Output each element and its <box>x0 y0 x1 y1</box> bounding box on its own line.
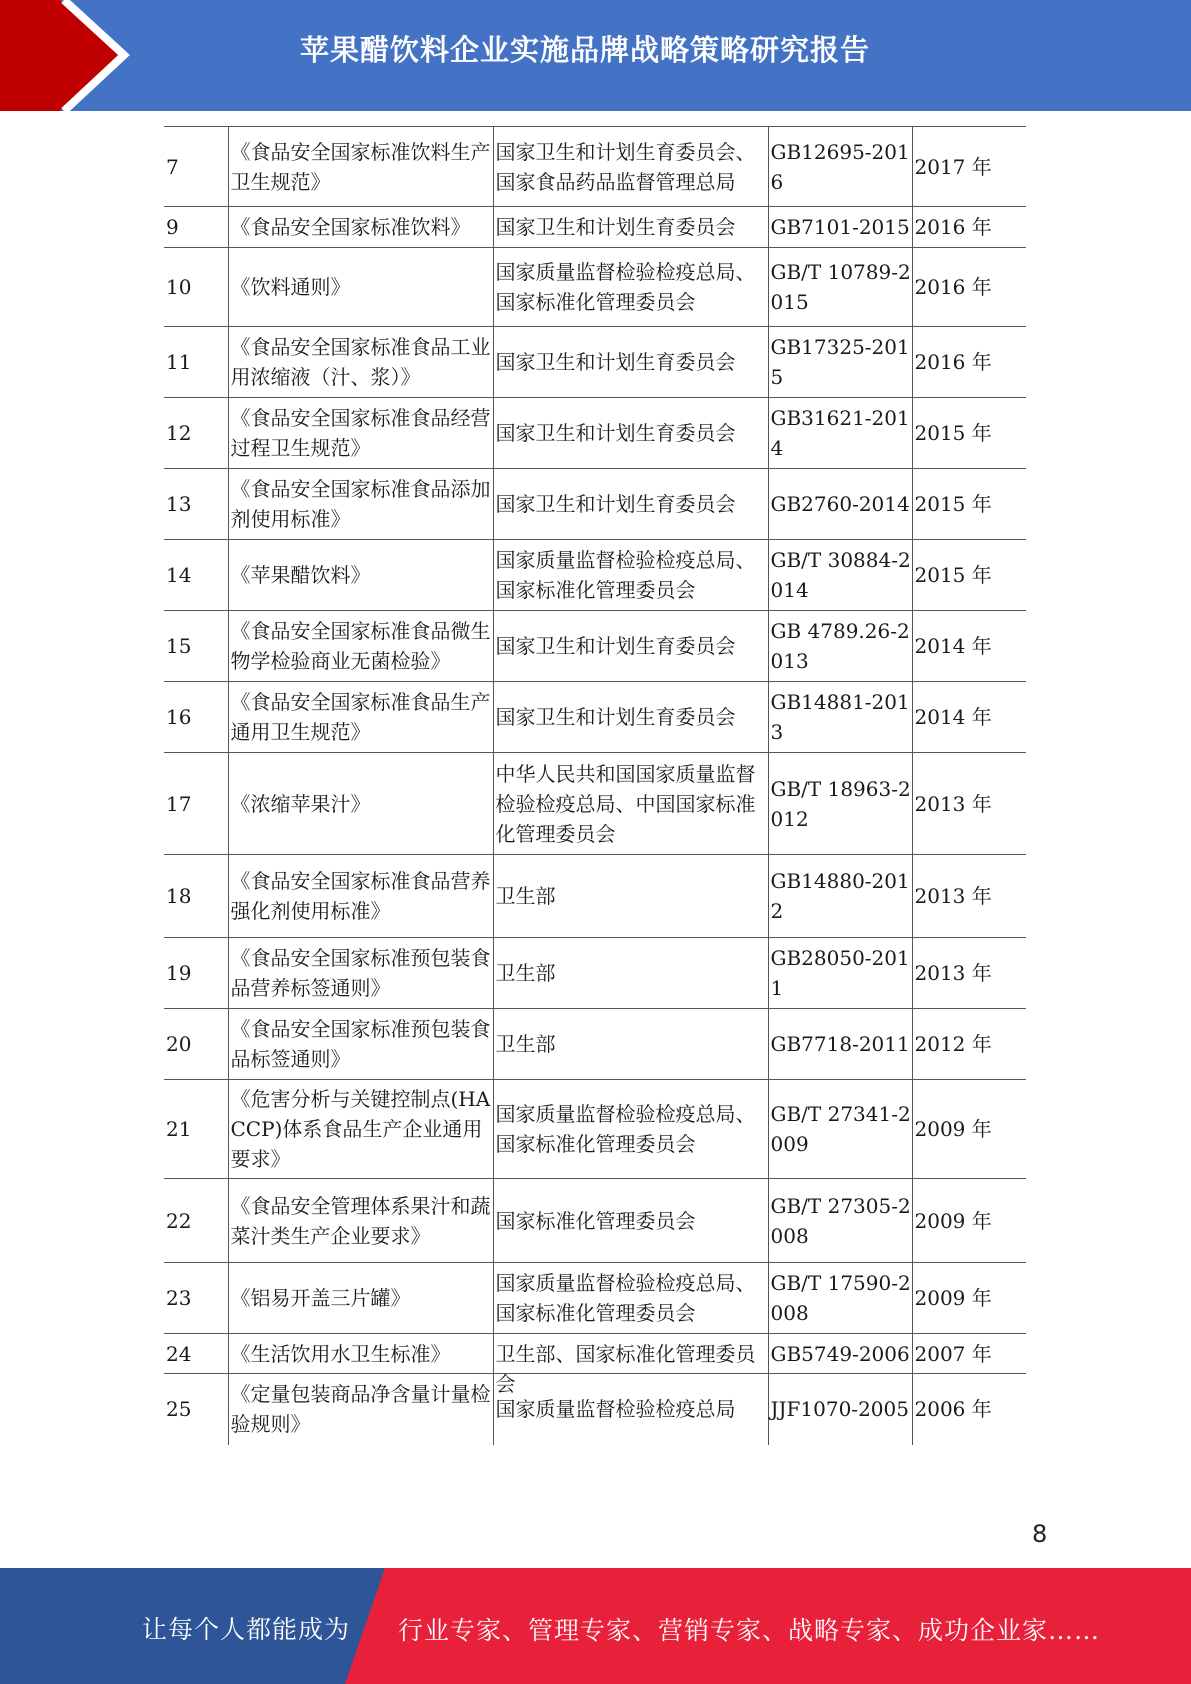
implementation-year: 2009 年 <box>912 1263 1026 1334</box>
issuing-organization: 国家质量监督检验检疫总局 <box>493 1374 768 1445</box>
standard-code: GB/T 27341-2009 <box>768 1080 912 1179</box>
table-row <box>164 540 1026 611</box>
row-number: 7 <box>164 127 228 207</box>
issuing-organization: 国家卫生和计划生育委员会、国家食品药品监督管理总局 <box>493 127 768 207</box>
issuing-organization: 国家质量监督检验检疫总局、国家标准化管理委员会 <box>493 1263 768 1334</box>
row-number: 15 <box>164 611 228 682</box>
standard-name: 《定量包装商品净含量计量检验规则》 <box>228 1374 493 1445</box>
standard-name: 《苹果醋饮料》 <box>228 540 493 611</box>
implementation-year: 2009 年 <box>912 1080 1026 1179</box>
standard-code: JJF1070-2005 <box>768 1374 912 1445</box>
standard-name: 《食品安全国家标准预包装食品标签通则》 <box>228 1009 493 1080</box>
implementation-year: 2016 年 <box>912 207 1026 248</box>
table-row <box>164 248 1026 327</box>
issuing-organization-text: 卫生部、国家标准化管理委员会 <box>495 1341 756 1396</box>
standard-name: 《生活饮用水卫生标准》 <box>228 1334 493 1374</box>
standard-code: GB/T 18963-2012 <box>768 753 912 855</box>
row-number: 16 <box>164 682 228 753</box>
table-row <box>164 469 1026 540</box>
implementation-year: 2013 年 <box>912 855 1026 938</box>
issuing-organization: 国家卫生和计划生育委员会 <box>493 327 768 398</box>
implementation-year: 2013 年 <box>912 938 1026 1009</box>
standard-name: 《食品安全国家标准食品微生物学检验商业无菌检验》 <box>228 611 493 682</box>
implementation-year: 2014 年 <box>912 682 1026 753</box>
table-row <box>164 1263 1026 1334</box>
issuing-organization: 国家质量监督检验检疫总局、国家标准化管理委员会 <box>493 248 768 327</box>
table-row <box>164 753 1026 855</box>
standard-name: 《食品安全国家标准食品营养强化剂使用标准》 <box>228 855 493 938</box>
implementation-year: 2016 年 <box>912 327 1026 398</box>
standard-code: GB2760-2014 <box>768 469 912 540</box>
row-number: 11 <box>164 327 228 398</box>
row-number: 17 <box>164 753 228 855</box>
report-title: 苹果醋饮料企业实施品牌战略策略研究报告 <box>300 33 871 67</box>
standard-name: 《食品安全管理体系果汁和蔬菜汁类生产企业要求》 <box>228 1179 493 1263</box>
standard-code: GB5749-2006 <box>768 1334 912 1374</box>
row-number: 12 <box>164 398 228 469</box>
standard-code: GB 4789.26-2013 <box>768 611 912 682</box>
table-row <box>164 327 1026 398</box>
row-number: 20 <box>164 1009 228 1080</box>
footer-slogan-right: 行业专家、管理专家、营销专家、战略专家、成功企业家…… <box>398 1616 1101 1645</box>
issuing-organization: 国家质量监督检验检疫总局、国家标准化管理委员会 <box>493 1080 768 1179</box>
implementation-year: 2014 年 <box>912 611 1026 682</box>
standard-code: GB7101-2015 <box>768 207 912 248</box>
standard-code: GB/T 10789-2015 <box>768 248 912 327</box>
standard-code: GB/T 17590-2008 <box>768 1263 912 1334</box>
standard-code: GB/T 27305-2008 <box>768 1179 912 1263</box>
table-row <box>164 1080 1026 1179</box>
standard-code: GB/T 30884-2014 <box>768 540 912 611</box>
table-row <box>164 127 1026 207</box>
row-number: 13 <box>164 469 228 540</box>
row-number: 21 <box>164 1080 228 1179</box>
standard-code: GB12695-2016 <box>768 127 912 207</box>
issuing-organization: 国家质量监督检验检疫总局、国家标准化管理委员会 <box>493 540 768 611</box>
row-number: 18 <box>164 855 228 938</box>
standard-name: 《浓缩苹果汁》 <box>228 753 493 855</box>
table-row <box>164 682 1026 753</box>
standards-table <box>164 126 1026 1445</box>
implementation-year: 2009 年 <box>912 1179 1026 1263</box>
table-row <box>164 938 1026 1009</box>
issuing-organization: 国家卫生和计划生育委员会 <box>493 207 768 248</box>
standard-name: 《食品安全国家标准预包装食品营养标签通则》 <box>228 938 493 1009</box>
standard-code: GB17325-2015 <box>768 327 912 398</box>
row-number: 19 <box>164 938 228 1009</box>
implementation-year: 2017 年 <box>912 127 1026 207</box>
implementation-year: 2013 年 <box>912 753 1026 855</box>
issuing-organization: 卫生部 <box>493 938 768 1009</box>
table-row <box>164 1334 1026 1374</box>
issuing-organization: 卫生部 <box>493 855 768 938</box>
row-number: 9 <box>164 207 228 248</box>
page-number: 8 <box>1032 1520 1048 1548</box>
standard-name: 《食品安全国家标准饮料》 <box>228 207 493 248</box>
implementation-year: 2016 年 <box>912 248 1026 327</box>
row-number: 14 <box>164 540 228 611</box>
issuing-organization: 国家标准化管理委员会 <box>493 1179 768 1263</box>
standard-name: 《饮料通则》 <box>228 248 493 327</box>
issuing-organization: 中华人民共和国国家质量监督检验检疫总局、中国国家标准化管理委员会 <box>493 753 768 855</box>
standard-code: GB14881-2013 <box>768 682 912 753</box>
standard-name: 《食品安全国家标准饮料生产卫生规范》 <box>228 127 493 207</box>
standard-code: GB28050-2011 <box>768 938 912 1009</box>
table-row <box>164 855 1026 938</box>
standard-code: GB31621-2014 <box>768 398 912 469</box>
table-row <box>164 1009 1026 1080</box>
issuing-organization <box>493 1334 768 1396</box>
table-row <box>164 611 1026 682</box>
header-red-arrow-shape <box>0 0 150 111</box>
table-row <box>164 1179 1026 1263</box>
implementation-year: 2012 年 <box>912 1009 1026 1080</box>
page-header <box>0 0 1191 111</box>
standard-code: GB14880-2012 <box>768 855 912 938</box>
issuing-organization: 卫生部 <box>493 1009 768 1080</box>
issuing-organization: 国家卫生和计划生育委员会 <box>493 469 768 540</box>
implementation-year: 2006 年 <box>912 1374 1026 1445</box>
issuing-organization: 国家卫生和计划生育委员会 <box>493 611 768 682</box>
implementation-year: 2007 年 <box>912 1334 1026 1374</box>
standard-name: 《食品安全国家标准食品生产通用卫生规范》 <box>228 682 493 753</box>
standard-code: GB7718-2011 <box>768 1009 912 1080</box>
implementation-year: 2015 年 <box>912 540 1026 611</box>
implementation-year: 2015 年 <box>912 469 1026 540</box>
row-number: 23 <box>164 1263 228 1334</box>
row-number: 24 <box>164 1334 228 1374</box>
row-number: 10 <box>164 248 228 327</box>
table-row <box>164 207 1026 248</box>
issuing-organization: 国家卫生和计划生育委员会 <box>493 398 768 469</box>
issuing-organization: 国家卫生和计划生育委员会 <box>493 682 768 753</box>
row-number: 25 <box>166 1397 192 1422</box>
implementation-year: 2015 年 <box>912 398 1026 469</box>
table-row <box>164 398 1026 469</box>
standard-name: 《铝易开盖三片罐》 <box>228 1263 493 1334</box>
page-footer <box>0 1568 1191 1684</box>
table-row <box>164 1374 1026 1445</box>
standard-name: 《食品安全国家标准食品工业用浓缩液（汁、浆）》 <box>228 327 493 398</box>
standard-name: 《食品安全国家标准食品经营过程卫生规范》 <box>228 398 493 469</box>
standard-name: 《食品安全国家标准食品添加剂使用标准》 <box>228 469 493 540</box>
standard-name: 《危害分析与关键控制点(HACCP)体系食品生产企业通用要求》 <box>228 1080 493 1179</box>
footer-slogan-left: 让每个人都能成为 <box>142 1615 351 1644</box>
row-number: 22 <box>164 1179 228 1263</box>
